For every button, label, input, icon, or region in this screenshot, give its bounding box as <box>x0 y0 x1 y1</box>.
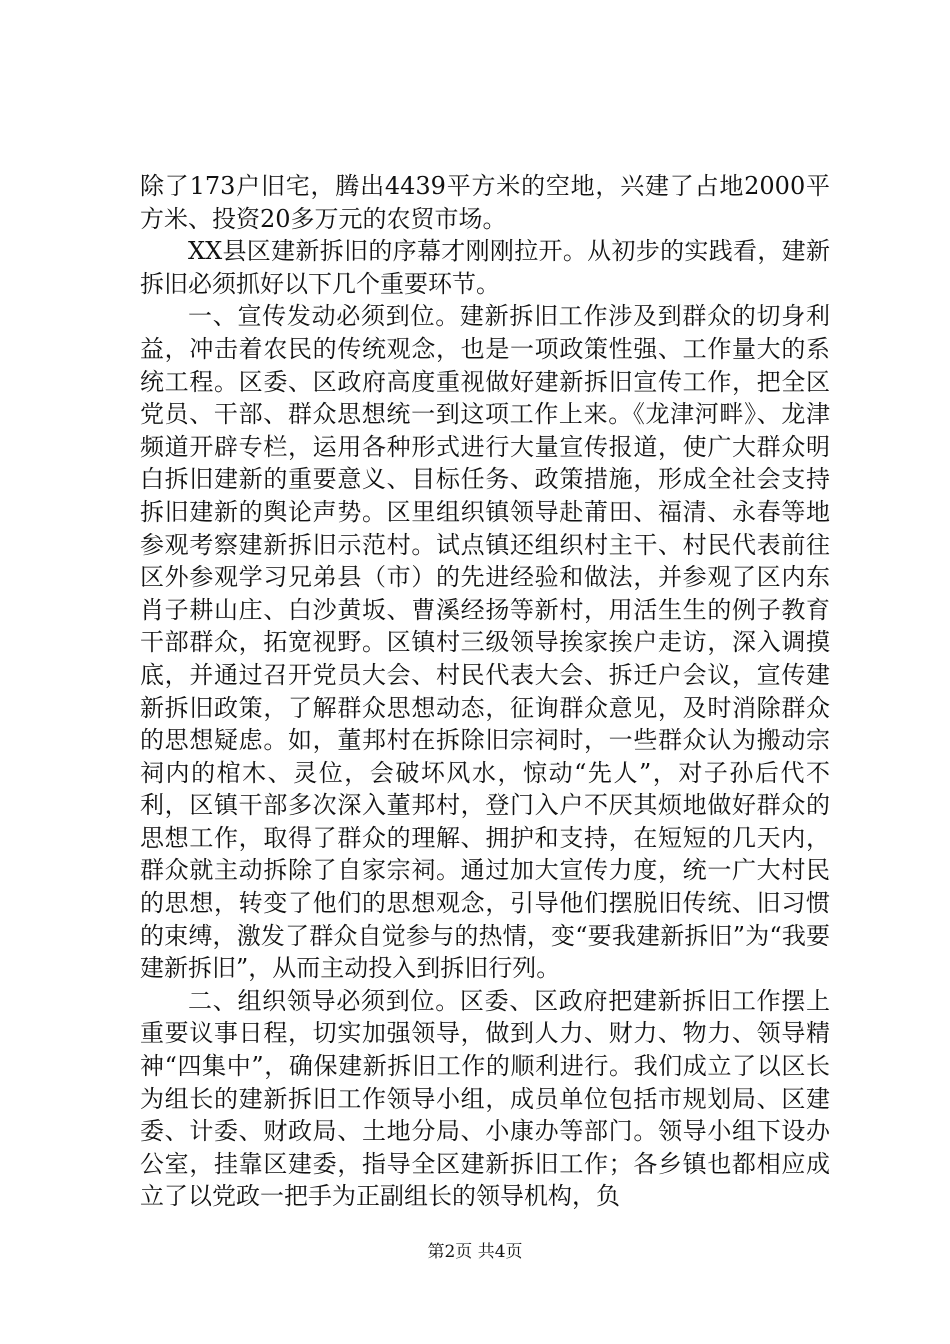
paragraph-intro: XX县区建新拆旧的序幕才刚刚拉开。从初步的实践看，建新拆旧必须抓好以下几个重要环节。 <box>140 237 830 298</box>
paragraph-section-two: 二、组织领导必须到位。区委、区政府把建新拆旧工作摆上重要议事日程，切实加强领导，做到人力、财力、物力、领导精神“四集中”，确保建新拆旧工作的顺利进行。我们成立了以区长为组长的建新拆旧工作领导小组，成员单位包括市规划局、区建委、计委、财政局、土地分局、小康办等部门。领导小组下设办公室，挂靠区建委，指导全区建新拆旧工作；各乡镇也都相应成立了以党政一把手为正副组长的领导机构，负 <box>140 986 830 1211</box>
paragraph-continuation: 除了173户旧宅，腾出4439平方米的空地，兴建了占地2000平方米、投资20多万元的农贸市场。 <box>140 172 830 233</box>
paragraph-section-one: 一、宣传发动必须到位。建新拆旧工作涉及到群众的切身利益，冲击着农民的传统观念，也是一项政策性强、工作量大的系统工程。区委、区政府高度重视做好建新拆旧宣传工作，把全区党员、干部、群众思想统一到这项工作上来。《龙津河畔》、龙津频道开辟专栏，运用各种形式进行大量宣传报道，使广大群众明白拆旧建新的重要意义、目标任务、政策措施，形成全社会支持拆旧建新的舆论声势。区里组织镇领导赴莆田、福清、永春等地参观考察建新拆旧示范村。试点镇还组织村主干、村民代表前往区外参观学习兄弟县（市）的先进经验和做法，并参观了区内东肖子耕山庄、白沙黄坂、曹溪经扬等新村，用活生生的例子教育干部群众，拓宽视野。区镇村三级领导挨家挨户走访，深入调摸底，并通过召开党员大会、村民代表大会、拆迁户会议，宣传建新拆旧政策，了解群众思想动态，征询群众意见，及时消除群众的思想疑虑。如，董邦村在拆除旧宗祠时，一些群众认为搬动宗祠内的棺木、灵位，会破坏风水，惊动“先人”，对子孙后代不利，区镇干部多次深入董邦村，登门入户不厌其烦地做好群众的思想工作，取得了群众的理解、拥护和支持，在短短的几天内，群众就主动拆除了自家宗祠。通过加大宣传力度，统一广大村民的思想，转变了他们的思想观念，引导他们摆脱旧传统、旧习惯的束缚，激发了群众自觉参与的热情，变“要我建新拆旧”为“我要建新拆旧”，从而主动投入到拆旧行列。 <box>140 302 830 983</box>
page-footer: 第2页 共4页 <box>427 1242 523 1262</box>
body-text <box>140 170 830 1213</box>
